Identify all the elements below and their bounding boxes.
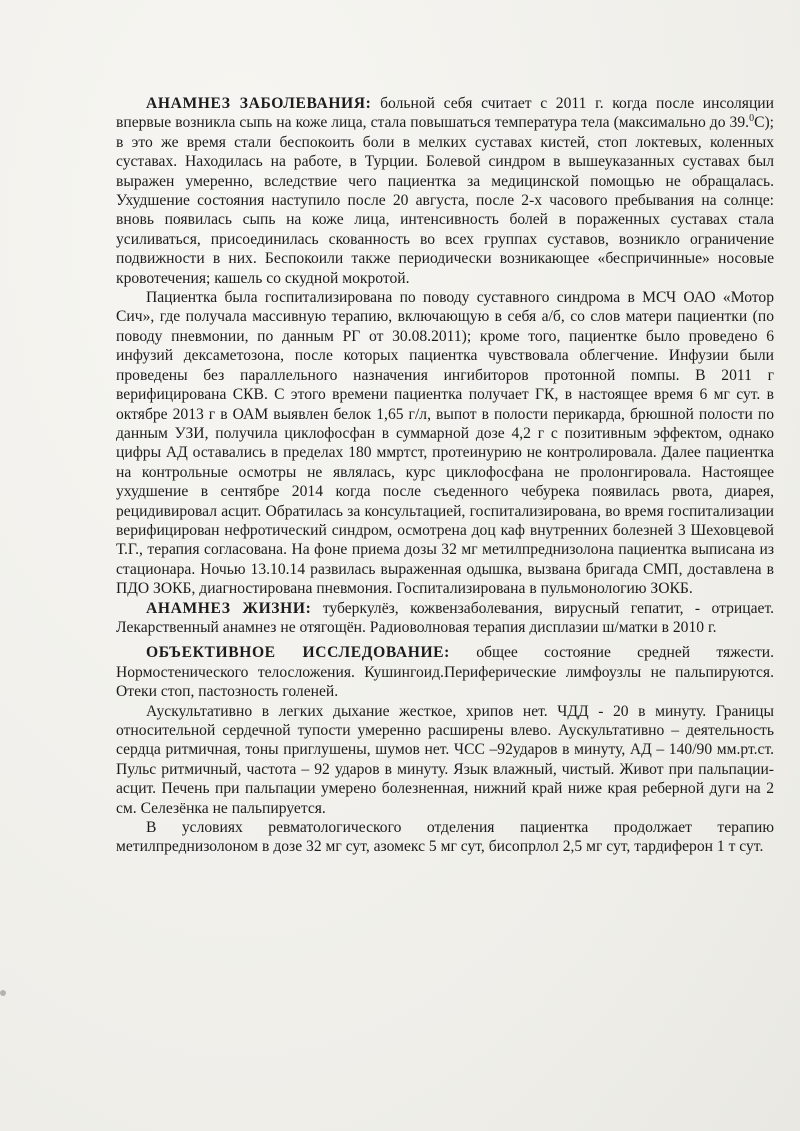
anamnesis-life-paragraph — [116, 599, 774, 638]
therapy-paragraph: В условиях ревматологического отделения пациентка продолжает терапию метилпреднизолоном в дозе 32 мг сут, азомекс 5 мг сут, бисопрлол 2,5 мг сут, тардиферон 1 т сут. — [116, 819, 774, 856]
anamnesis-life-heading: АНАМНЕЗ ЖИЗНИ: — [146, 599, 312, 617]
anamnesis-disease-text-a: больной себя считает с 2011 г. когда после инсоляции впервые возникла сыпь на коже лица, стала повышаться температура тела (максимально до 39. — [116, 95, 774, 132]
objective-exam-heading: ОБЪЕКТИВНОЕ ИССЛЕДОВАНИЕ: — [146, 644, 450, 662]
degree-superscript: 0 — [749, 113, 755, 125]
auscultation-paragraph: Аускультативно в легких дыхание жесткое, хрипов нет. ЧДД - 20 в минуту. Границы относительной сердечной тупости умеренно расширены влево. Аускультативно – деятельность сердца ритмичная, тоны приглушены, шумов нет. ЧСС –92ударов в минуту, АД – 140/90 мм.рт.ст. Пульс ритмичный, частота – 92 ударов в минуту. Язык влажный, чистый. Живот при пальпации- асцит. Печень при пальпации умерено болезненная, нижний край ниже края реберной дуги на 2 см. Селезёнка не пальпируется. — [116, 702, 774, 817]
objective-exam-paragraph — [116, 643, 774, 701]
hospitalization-paragraph: Пациентка была госпитализирована по поводу суставного синдрома в МСЧ ОАО «Мотор Сич», где получала массивную терапию, включающую в себя а/б, со слов матери пациентки (по поводу пневмонии, по данным РГ от 30.08.2011); кроме того, пациентке было проведено 6 инфузий дексаметозона, после которых пациентка чувствовала облегчение. Инфузии были проведены без параллельного назначения ингибиторов протонной помпы. В 2011 г верифицирована СКВ. С этого времени пациентка получает ГК, в настоящее время 6 мг сут. в октябре 2013 г в ОАМ выявлен белок 1,65 г/л, выпот в полости перикарда, брюшной полости по данным УЗИ, получила циклофосфан в суммарной дозе 4,2 г с позитивным эффектом, однако цифры АД оставались в пределах 180 ммртст, протеинурию не контролировала. Далее пациентка на контрольные осмотры не являлась, курс циклофосфана не пролонгировала. Настоящее ухудшение в сентябре 2014 когда после съеденного чебурека появилась рвота, диарея, рецидивировал асцит. Обратилась за консультацией, госпитализирована, во время госпитализации верифицирован нефротический синдром, осмотрена доц каф внутренних болезней 3 Шеховцевой Т.Г., терапия согласована. На фоне приема дозы 32 мг метилпреднизолона пациентка выписана из стационара. Ночью 13.10.14 развилась выраженная одышка, вызвана бригада СМП, доставлена в ПДО ЗОКБ, диагностирована пневмония. Госпитализирована в пульмонологию ЗОКБ. — [116, 289, 774, 598]
anamnesis-disease-paragraph — [116, 94, 774, 288]
anamnesis-disease-heading: АНАМНЕЗ ЗАБОЛЕВАНИЯ: — [146, 95, 372, 112]
anamnesis-life-text: туберкулёз, кожвензаболевания, вирусный гепатит, - отрицает. Лекарственный анамнез не отягощён. Радиоволновая терапия дисплазии ш/матки в 2010 г. — [116, 599, 774, 636]
document-body — [116, 94, 774, 857]
anamnesis-disease-text-b: С); в это же время стали беспокоить боли в мелких суставах кистей, стоп локтевых, коленных суставах. Находилась на работе, в Турции. Болевой синдром в вышеуказанных суставах был выражен умеренно, вследствие чего пациентка за медицинской помощью не обращалась. Ухудшение состояния наступило после 20 августа, после 2-х часового пребывания на солнце: вновь появилась сыпь на коже лица, интенсивность болей в пораженных суставах стала усиливаться, присоединилась скованность во всех группах суставов, возникло ограничение подвижности в них. Беспокоили также периодически возникающее «беспричинные» носовые кровотечения; кашель со скудной мокротой. — [116, 114, 774, 287]
objective-exam-text: общее состояние средней тяжести. Нормостенического телосложения. Кушингоид.Периферические лимфоузлы не пальпируются. Отеки стоп, пастозность голеней. — [116, 644, 774, 701]
scan-edge-mark — [0, 990, 6, 996]
